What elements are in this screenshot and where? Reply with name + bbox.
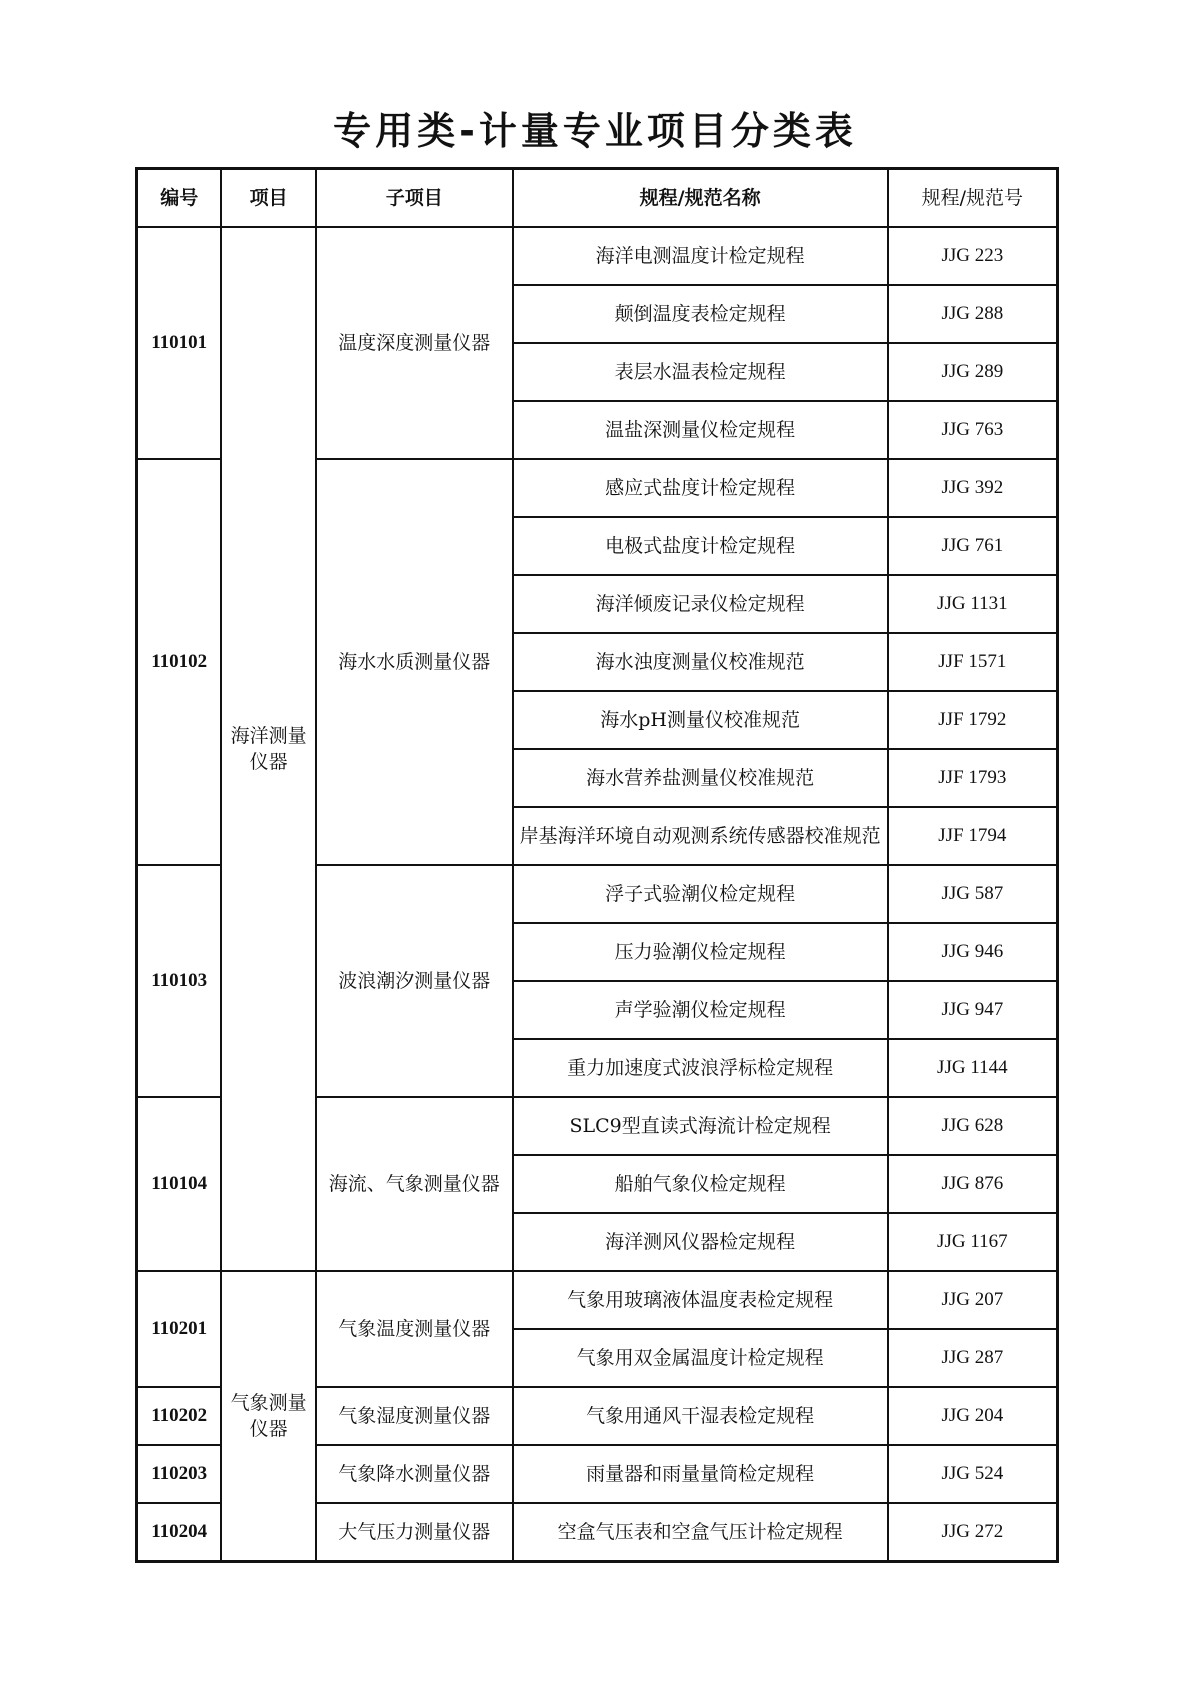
name-cell: 颠倒温度表检定规程 (513, 285, 888, 343)
number-cell: JJG 761 (888, 517, 1058, 575)
number-cell: JJG 763 (888, 401, 1058, 459)
code-cell: 110104 (137, 1097, 222, 1271)
header-name: 规程/规范名称 (513, 169, 888, 228)
number-cell: JJG 628 (888, 1097, 1058, 1155)
name-cell: 表层水温表检定规程 (513, 343, 888, 401)
table-row (137, 1271, 1058, 1329)
code-cell: 110202 (137, 1387, 222, 1445)
number-cell: JJG 1131 (888, 575, 1058, 633)
subitem-cell: 气象湿度测量仪器 (316, 1387, 513, 1445)
name-cell: 海水营养盐测量仪校准规范 (513, 749, 888, 807)
name-cell: 感应式盐度计检定规程 (513, 459, 888, 517)
number-cell: JJG 947 (888, 981, 1058, 1039)
name-cell: 岸基海洋环境自动观测系统传感器校准规范 (513, 807, 888, 865)
number-cell: JJG 946 (888, 923, 1058, 981)
number-cell: JJF 1571 (888, 633, 1058, 691)
subitem-cell: 气象降水测量仪器 (316, 1445, 513, 1503)
subitem-cell: 波浪潮汐测量仪器 (316, 865, 513, 1097)
number-cell: JJG 288 (888, 285, 1058, 343)
name-cell: 气象用玻璃液体温度表检定规程 (513, 1271, 888, 1329)
table-row (137, 227, 1058, 285)
name-cell: 海洋测风仪器检定规程 (513, 1213, 888, 1271)
item-cell-meteo: 气象测量仪器 (221, 1271, 316, 1562)
number-cell: JJG 1144 (888, 1039, 1058, 1097)
code-cell: 110102 (137, 459, 222, 865)
name-cell: 海洋电测温度计检定规程 (513, 227, 888, 285)
number-cell: JJG 287 (888, 1329, 1058, 1387)
name-cell: 海水pH测量仪校准规范 (513, 691, 888, 749)
name-cell: SLC9型直读式海流计检定规程 (513, 1097, 888, 1155)
regulation-table (135, 167, 1059, 1563)
name-cell: 雨量器和雨量量筒检定规程 (513, 1445, 888, 1503)
number-cell: JJG 289 (888, 343, 1058, 401)
header-subitem: 子项目 (316, 169, 513, 228)
name-cell: 气象用双金属温度计检定规程 (513, 1329, 888, 1387)
name-cell: 温盐深测量仪检定规程 (513, 401, 888, 459)
name-cell: 声学验潮仪检定规程 (513, 981, 888, 1039)
number-cell: JJG 524 (888, 1445, 1058, 1503)
name-cell: 船舶气象仪检定规程 (513, 1155, 888, 1213)
name-cell: 浮子式验潮仪检定规程 (513, 865, 888, 923)
code-cell: 110103 (137, 865, 222, 1097)
code-cell: 110203 (137, 1445, 222, 1503)
item-cell-marine: 海洋测量仪器 (221, 227, 316, 1271)
number-cell: JJG 272 (888, 1503, 1058, 1562)
name-cell: 海洋倾废记录仪检定规程 (513, 575, 888, 633)
number-cell: JJF 1794 (888, 807, 1058, 865)
code-cell: 110204 (137, 1503, 222, 1562)
name-cell: 重力加速度式波浪浮标检定规程 (513, 1039, 888, 1097)
name-cell: 压力验潮仪检定规程 (513, 923, 888, 981)
number-cell: JJG 392 (888, 459, 1058, 517)
subitem-cell: 温度深度测量仪器 (316, 227, 513, 459)
number-cell: JJF 1792 (888, 691, 1058, 749)
number-cell: JJG 223 (888, 227, 1058, 285)
code-cell: 110201 (137, 1271, 222, 1387)
number-cell: JJG 207 (888, 1271, 1058, 1329)
header-row (137, 169, 1058, 228)
subitem-cell: 大气压力测量仪器 (316, 1503, 513, 1562)
header-code: 编号 (137, 169, 222, 228)
name-cell: 电极式盐度计检定规程 (513, 517, 888, 575)
number-cell: JJG 587 (888, 865, 1058, 923)
number-cell: JJG 876 (888, 1155, 1058, 1213)
subitem-cell: 海流、气象测量仪器 (316, 1097, 513, 1271)
page-title: 专用类-计量专业项目分类表 (333, 109, 857, 153)
subitem-cell: 气象温度测量仪器 (316, 1271, 513, 1387)
number-cell: JJG 1167 (888, 1213, 1058, 1271)
header-item: 项目 (221, 169, 316, 228)
number-cell: JJF 1793 (888, 749, 1058, 807)
header-number: 规程/规范号 (888, 169, 1058, 228)
number-cell: JJG 204 (888, 1387, 1058, 1445)
name-cell: 气象用通风干湿表检定规程 (513, 1387, 888, 1445)
subitem-cell: 海水水质测量仪器 (316, 459, 513, 865)
name-cell: 海水浊度测量仪校准规范 (513, 633, 888, 691)
name-cell: 空盒气压表和空盒气压计检定规程 (513, 1503, 888, 1562)
code-cell: 110101 (137, 227, 222, 459)
